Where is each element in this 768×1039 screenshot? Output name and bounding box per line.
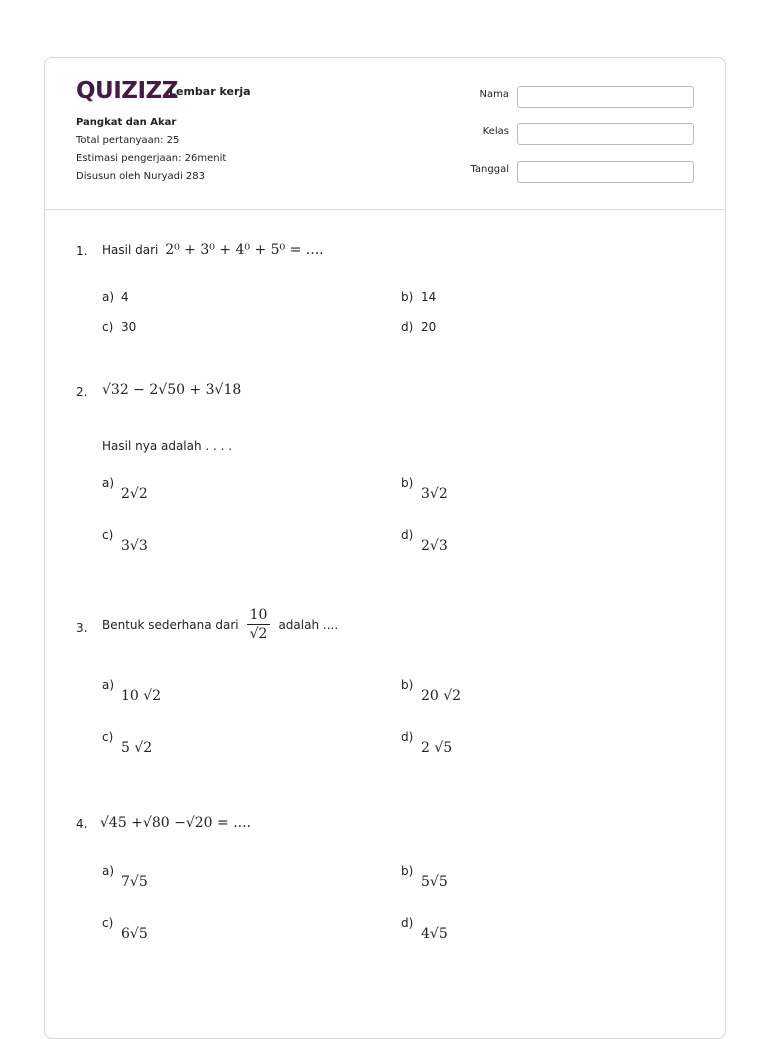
option-b[interactable]: 20 √2	[421, 688, 462, 704]
option-d[interactable]: 2 √5	[421, 740, 453, 756]
option-letter: d)	[401, 320, 414, 334]
option-a[interactable]: 10 √2	[121, 688, 162, 704]
option-letter: c)	[102, 320, 114, 334]
question-number: 1.	[76, 244, 88, 258]
option-letter: b)	[401, 290, 414, 304]
time-estimate: Estimasi pengerjaan: 26menit	[76, 153, 227, 164]
question-number: 3.	[76, 621, 88, 635]
worksheet-tag: Lembar kerja	[169, 85, 251, 98]
option-letter: c)	[102, 528, 114, 542]
option-letter: d)	[401, 916, 414, 930]
question-text	[102, 242, 324, 258]
total-questions: Total pertanyaan: 25	[76, 135, 180, 146]
option-letter: b)	[401, 476, 414, 490]
option-letter: a)	[102, 476, 115, 490]
option-c[interactable]: 6√5	[121, 926, 148, 942]
worksheet-header	[45, 58, 725, 210]
option-c[interactable]: 30	[121, 320, 137, 334]
author: Disusun oleh Nuryadi 283	[76, 171, 206, 182]
fraction-numerator: 10	[247, 607, 271, 625]
option-letter: c)	[102, 916, 114, 930]
name-field[interactable]	[517, 86, 694, 108]
question-prefix: Bentuk sederhana dari	[102, 617, 239, 632]
worksheet-page	[44, 57, 726, 1039]
worksheet-title: Pangkat dan Akar	[76, 117, 177, 128]
name-label: Nama	[479, 89, 509, 100]
question-note: Hasil nya adalah . . . .	[102, 439, 233, 453]
question-expression: √32 − 2√50 + 3√18	[102, 382, 242, 398]
question-text	[102, 607, 338, 642]
class-field[interactable]	[517, 123, 694, 145]
option-letter: b)	[401, 864, 414, 878]
option-letter: a)	[102, 864, 115, 878]
fraction	[247, 607, 271, 642]
question-expression: √45 +√80 −√20 = ....	[100, 815, 251, 831]
class-label: Kelas	[482, 126, 509, 137]
option-a[interactable]: 7√5	[121, 874, 148, 890]
option-c[interactable]: 5 √2	[121, 740, 153, 756]
option-a[interactable]: 2√2	[121, 486, 148, 502]
question-number: 4.	[76, 817, 88, 831]
option-d[interactable]: 20	[421, 320, 437, 334]
option-c[interactable]: 3√3	[121, 538, 148, 554]
question-suffix: adalah ....	[278, 617, 339, 632]
option-letter: d)	[401, 528, 414, 542]
option-letter: d)	[401, 730, 414, 744]
option-b[interactable]: 3√2	[421, 486, 448, 502]
option-b[interactable]: 14	[421, 290, 437, 304]
quizizz-logo: QUIZIZZ	[76, 78, 178, 104]
fraction-denominator: √2	[249, 626, 268, 642]
option-b[interactable]: 5√5	[421, 874, 448, 890]
option-a[interactable]: 4	[121, 290, 129, 304]
question-number: 2.	[76, 385, 88, 399]
option-letter: a)	[102, 678, 115, 692]
date-field[interactable]	[517, 161, 694, 183]
option-letter: b)	[401, 678, 414, 692]
question-prefix: Hasil dari	[102, 243, 159, 257]
option-letter: c)	[102, 730, 114, 744]
date-label: Tanggal	[470, 164, 509, 175]
option-d[interactable]: 2√3	[421, 538, 448, 554]
option-d[interactable]: 4√5	[421, 926, 448, 942]
question-expression: 2⁰ + 3⁰ + 4⁰ + 5⁰ = ....	[165, 242, 324, 258]
option-letter: a)	[102, 290, 115, 304]
